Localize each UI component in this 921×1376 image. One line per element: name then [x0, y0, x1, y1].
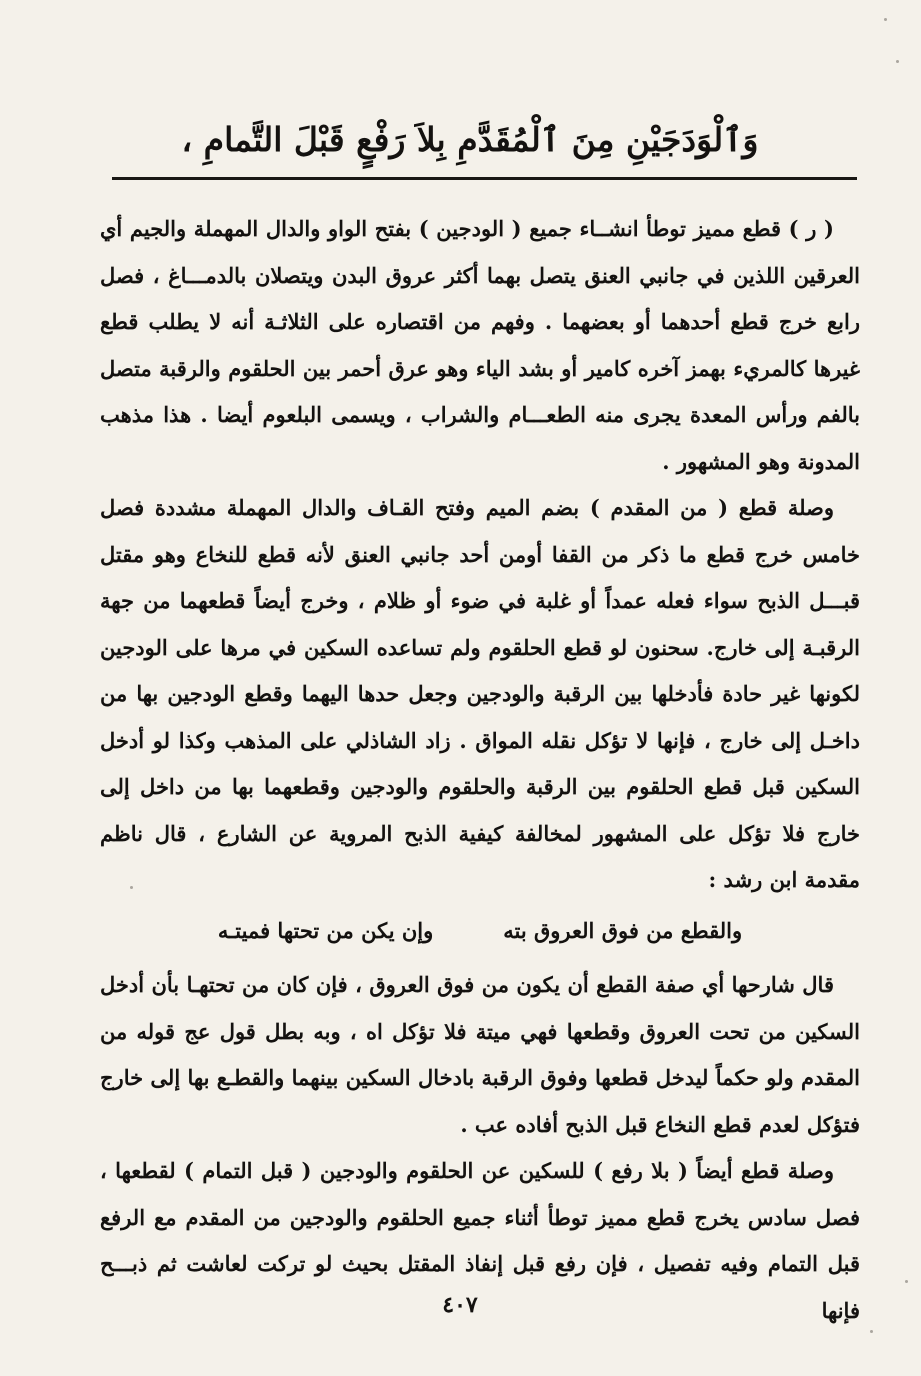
scan-speck — [896, 60, 899, 63]
paragraph-1: ( ر ) قطع مميز توطأ انشــاء جميع ( الودجين ) بفتح الواو والدال المهملة والجيم أي العرقين اللذين في جانبي العنق يتصل بهما أكثر عروق البدن ويتصلان بالدمـــاغ ، فصل رابع خرج قطع أحدهما أو بعضهما . وفهم من اقتصاره على الثلاثـة أنه لا يطلب قطع غيرها كالمريء بهمز آخره كامير أو بشد الياء وهو عرق أحمر بين الحلقوم والرقبة متصل بالفم ورأس المعدة يجرى منه الطعـــام والشراب ، ويسمى البلعوم أيضا . هذا مذهب المدونة وهو المشهور . — [100, 216, 860, 474]
paragraph-4: وصلة قطع أيضاً ( بلا رفع ) للسكين عن الحلقوم والودجين ( قبل التمام ) لقطعها ، فصل سادس يخرج قطع مميز توطأ أثناء جميع الحلقوم والودجين من المقدم مع الرفع قبل التمام وفيه تفصيل ، فإن رفع قبل إنفاذ المقتل بحيث لو تركت لعاشت ثم ذبـــح فإنها — [100, 1158, 860, 1323]
page-body — [100, 206, 860, 1334]
scan-speck — [130, 886, 133, 889]
page-title: وَٱلْوَدَجَيْنِ مِنَ ٱلْمُقَدَّمِ بِلاَ رَفْعٍ قَبْلَ التَّمامِ ، — [181, 120, 759, 159]
verse-line — [100, 908, 860, 955]
verse-second-hemistich: وإن يكن من تحتها فميتـه — [217, 917, 434, 943]
scan-speck — [905, 1280, 908, 1283]
paragraph-3: قال شارحها أي صفة القطع أن يكون من فوق العروق ، فإن كان من تحتهـا بأن أدخل السكين من تحت العروق وقطعها فهي ميتة فلا تؤكل اه ، وبه بطل قول عج قوله من المقدم ولو حكماً ليدخل قطعها وفوق الرقبة بادخال السكين بينهما والقطـع بها إلى خارج فتؤكل لعدم قطع النخاع قبل الذبح أفاده عب . — [100, 972, 860, 1137]
verse-first-hemistich: والقطع من فوق العروق بته — [503, 917, 743, 943]
page-number: ٤٠٧ — [442, 1292, 478, 1318]
paragraph-2: وصلة قطع ( من المقدم ) بضم الميم وفتح القـاف والدال المهملة مشددة فصل خامس خرج قطع ما ذكر من القفا أومن أحد جانبي العنق لأنه قطع للنخاع وهو مقتل قبـــل الذبح سواء فعله عمداً أو غلبة في ضوء أو ظلام ، وخرج أيضاً قطعهما من جهة الرقبـة إلى خارج. سحنون لو قطع الحلقوم ولم تساعده السكين في مرها على الودجين لكونها غير حادة فأدخلها بين الرقبة والودجين وجعل حدها اليهما وقطع الودجين بها من داخـل إلى خارج ، فإنها لا تؤكل نقله المواق . زاد الشاذلي على المذهب وكذا لو أدخل السكين قبل قطع الحلقوم بين الرقبة والحلقوم والودجين وقطعهما بها من داخل إلى خارج فلا تؤكل على المشهور لمخالفة كيفية الذبح المروية عن الشارع ، قال ناظم مقدمة ابن رشد : — [100, 495, 860, 892]
title-divider — [112, 177, 857, 180]
scan-speck — [884, 18, 887, 21]
scan-speck — [870, 1330, 873, 1333]
